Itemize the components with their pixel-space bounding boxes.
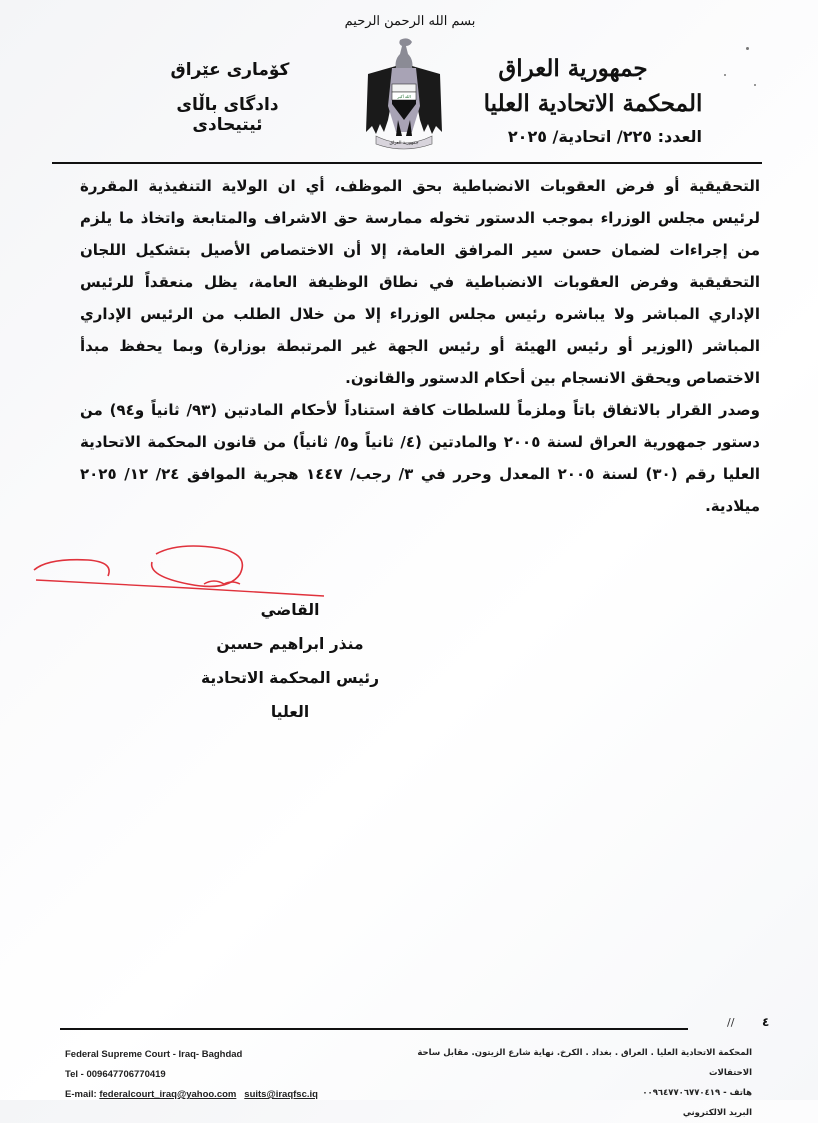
signature-block: [190, 593, 390, 729]
paragraph-ruling: وصدر القرار بالاتفاق باتاً وملزماً للسلطات كافة استناداً لأحكام المادتين (٩٣/ ثانياً و٩٤) من دستور جمهورية العراق لسنة ٢٠٠٥ والمادتين (٤/ ثانياً و٥/ ثانياً) من قانون المحكمة الاتحادية العليا رقم (٣٠) لسنة ٢٠٠٥ المعدل وحرر في ٣/ رجب/ ١٤٤٧ هجرية الموافق ٢٤/ ١٢/ ٢٠٢٥ ميلادية.: [80, 401, 761, 515]
footer-address: Federal Supreme Court - Iraq- Baghdad: [65, 1049, 243, 1060]
footer-english-contact: [65, 1045, 318, 1105]
continuation-mark: //: [727, 1016, 735, 1029]
judge-name: منذر ابراهيم حسين: [216, 635, 364, 653]
scan-speck: [746, 47, 749, 50]
email-link-court[interactable]: suits@iraqfsc.iq: [244, 1089, 318, 1100]
svg-text:جمهورية العراق: جمهورية العراق: [389, 141, 419, 146]
footer-arabic-contact: [392, 1043, 752, 1123]
footer-email-line: [65, 1085, 318, 1105]
email-label: E-mail:: [65, 1089, 97, 1100]
kurdish-court-heading: دادگای باڵای ئیتیحادی: [176, 95, 279, 135]
footer-divider: [60, 1028, 688, 1030]
court-name-heading: المحكمة الاتحادية العليا: [483, 90, 703, 117]
iraq-coat-of-arms-icon: [362, 36, 446, 151]
decision-body: [80, 170, 760, 522]
scan-speck: [754, 84, 756, 86]
kurdish-republic-heading: كۆماری عێراق: [170, 60, 290, 80]
footer-address-ar: المحكمة الاتحادية العليا . العراق . بغداد . الكرخ. نهاية شارع الزيتون. مقابل ساحة الاحتفالات: [417, 1048, 752, 1078]
footer-email-label-ar: البريد الالكتروني: [682, 1108, 752, 1118]
svg-text:الله أكبر: الله أكبر: [397, 94, 411, 99]
judge-position: رئيس المحكمة الاتحادية العليا: [200, 669, 380, 721]
paragraph-reasoning: التحقيقية أو فرض العقوبات الانضباطية بحق الموظف، أي ان الولاية التنفيذية المقررة لرئيس مجلس الوزراء بموجب الدستور تخوله ممارسة حق الاشراف والمتابعة واتخاذ ما يلزم من إجراءات لضمان حسن سير المرافق العامة، إلا أن الاختصاص الأصيل بتشكيل اللجان التحقيقية وفرض العقوبات الانضباطية في نطاق الوظيفة العامة، يظل منعقداً للرئيس الإداري المباشر ولا يباشره رئيس مجلس الوزراء إلا من خلال الطلب من الرئيس الإداري المباشر (الوزير أو رئيس الهيئة أو رئيس الجهة غير المرتبطة بوزارة) وبما يحفظ مبدأ الاختصاص ويحقق الانسجام بين أحكام الدستور والقانون.: [80, 177, 760, 387]
reference-number: العدد: ٢٢٥/ اتحادية/ ٢٠٢٥: [507, 127, 702, 146]
republic-of-iraq-heading: جمهورية العراق: [498, 55, 648, 82]
basmala: بسم الله الرحمن الرحيم: [344, 14, 476, 29]
page-number: ٤: [762, 1015, 770, 1029]
judge-title: القاضي: [260, 601, 320, 619]
email-link-yahoo[interactable]: federalcourt_iraq@yahoo.com: [99, 1089, 237, 1100]
footer-phone: Tel - 009647706770419: [65, 1069, 166, 1080]
footer-phone-ar: هاتف - ٠٠٩٦٤٧٧٠٦٧٧٠٤١٩: [642, 1088, 752, 1098]
header-divider: [52, 162, 762, 164]
scan-speck: [724, 74, 726, 76]
